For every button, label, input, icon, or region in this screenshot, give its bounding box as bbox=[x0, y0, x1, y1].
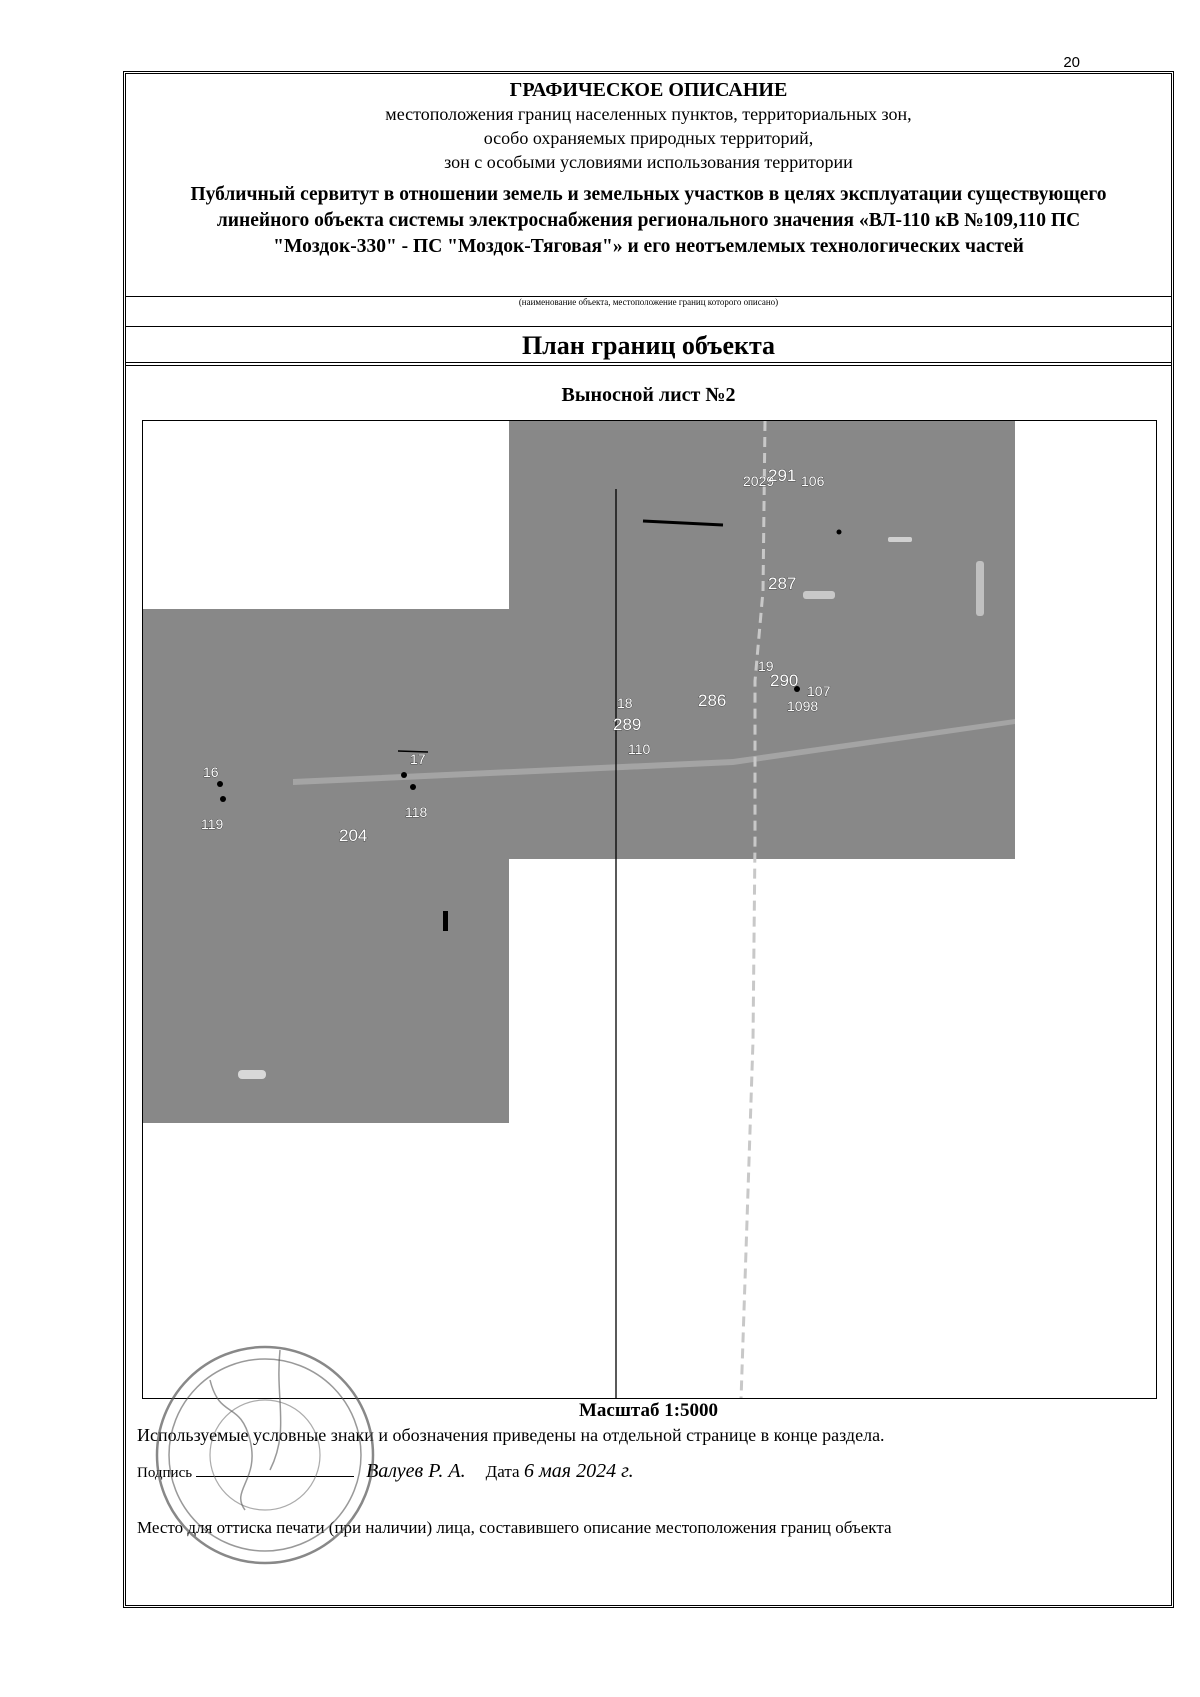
map-label: 18 bbox=[617, 695, 633, 711]
sheet-title: Выносной лист №2 bbox=[561, 384, 736, 406]
map-scale: Масштаб 1:5000 bbox=[578, 1400, 719, 1421]
stamp-place-note: Место для оттиска печати (при наличии) лица, составившего описание местоположения границ объекта bbox=[137, 1518, 892, 1537]
map-label: 2029 bbox=[743, 473, 775, 489]
point-marker bbox=[220, 796, 226, 802]
point-marker bbox=[217, 781, 223, 787]
map-canvas bbox=[143, 421, 1157, 1399]
document-header bbox=[126, 74, 1171, 366]
document-title: ГРАФИЧЕСКОЕ ОПИСАНИЕ bbox=[509, 79, 788, 101]
light-spot bbox=[803, 591, 835, 599]
map-label: 110 bbox=[628, 741, 651, 757]
header-separator bbox=[126, 362, 1171, 366]
point-marker bbox=[410, 784, 416, 790]
point-marker bbox=[443, 911, 448, 931]
date-label: Дата bbox=[485, 1462, 520, 1481]
map-label: 16 bbox=[203, 764, 219, 780]
map-label: 1098 bbox=[787, 698, 819, 714]
legend-note: Используемые условные знаки и обозначения приведены на отдельной странице в конце раздела. bbox=[137, 1425, 885, 1445]
plan-title-divider bbox=[126, 326, 1171, 327]
light-spot bbox=[888, 537, 912, 542]
signature-row bbox=[137, 1460, 634, 1483]
point-marker bbox=[837, 530, 842, 535]
map-label: 107 bbox=[807, 683, 831, 699]
map-label: 17 bbox=[410, 751, 426, 767]
signer-name: Валуев Р. А. bbox=[366, 1460, 466, 1482]
map-label: 118 bbox=[405, 804, 428, 820]
light-spot bbox=[976, 561, 984, 616]
plan-title: План границ объекта bbox=[521, 331, 776, 360]
light-spot bbox=[238, 1070, 266, 1079]
signature-label: Подпись bbox=[137, 1465, 193, 1481]
object-name: Публичный сервитут в отношении земель и земельных участков в целях эксплуатации существующего линейного объекта системы электроснабжения регионального значения «ВЛ-110 кВ №109,110 ПС "Моздок-330" - ПС "Моздок-Тяговая"» и его неотъемлемых технологических частей bbox=[190, 184, 1107, 257]
map-label: 106 bbox=[801, 473, 825, 489]
map-label: 119 bbox=[201, 816, 224, 832]
page-number: 20 bbox=[1063, 54, 1080, 71]
subtitle-line-3: зон с особыми условиями использования территории bbox=[444, 152, 853, 172]
point-marker bbox=[401, 772, 407, 778]
subtitle-line-2: особо охраняемых природных территорий, bbox=[483, 128, 814, 148]
document-frame bbox=[123, 71, 1174, 1608]
map-label: 287 bbox=[768, 574, 797, 593]
map-label: 204 bbox=[339, 826, 368, 845]
map-label: 291 bbox=[768, 466, 797, 485]
subtitle-line-1: местоположения границ населенных пунктов, территориальных зон, bbox=[385, 104, 912, 124]
signature-date: 6 мая 2024 г. bbox=[524, 1460, 634, 1482]
map-label: 290 bbox=[770, 671, 799, 690]
map-label: 286 bbox=[698, 691, 727, 710]
map-label: 289 bbox=[613, 715, 642, 734]
map-label: 19 bbox=[758, 658, 774, 674]
object-caption: (наименование объекта, местоположение границ которого описано) bbox=[518, 297, 779, 307]
boundary-plan-map bbox=[142, 420, 1157, 1399]
signature-line bbox=[196, 1460, 354, 1477]
